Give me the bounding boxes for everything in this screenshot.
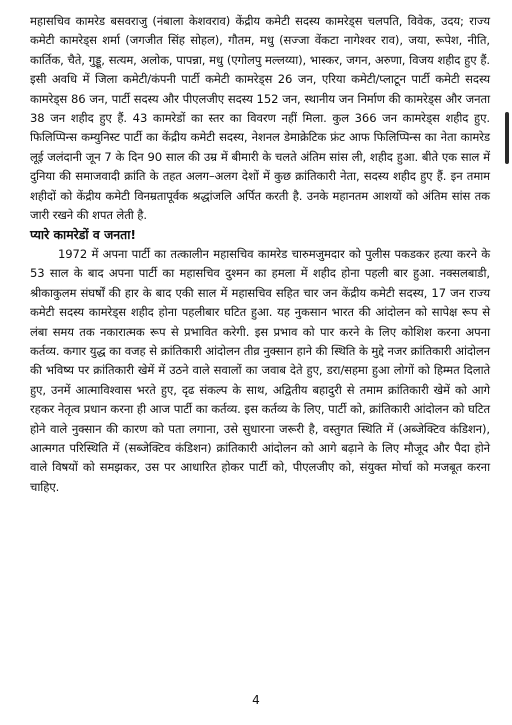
section-heading: प्यारे कामरेडों व जनता! bbox=[30, 227, 137, 243]
vertical-scrollbar[interactable] bbox=[505, 112, 509, 164]
page-number: 4 bbox=[252, 693, 260, 707]
paragraph-party-duty: 1972 में अपना पार्टी का तत्कालीन महासचिव कामरेड चारुमजुमदार को पुलीस पकडकर हत्या करने के 53 साल के बाद अपना पार्टी का महासचिव दुश्मन का हमला में शहीद होना पहली बार हुआ. नक्सलबाडी, श्रीकाकुलम संघर्षों की हार के बाद एकी साल में महासचिव सहित चार जन केंद्रीय कमेटी सदस्य, 17 जन राज्य कमेटी सदस्य कामरेड्स शहीद होना पहलीबार घटित हुआ. यह नुकसान भारत की आंदोलन को सापेक्ष रूप से लंबा समय तक नकारात्मक रूप से प्रभावित करेगी. इस प्रभाव को पार करने के लिए कोशिश करना अपना कर्तव्य. कगार युद्ध का वजह से क्रांतिकारी आंदोलन तीव्र नुक्सान हाने की स्थिति के मुद्दे नजर क्रांतिकारी आंदोलन की भविष्य पर क्रांतिकारी खेमें में उठने वाले सवालों का जवाब देते हुए, डरा/सहमा हुआ लोगों को हिम्मत दिलाते हुए, उनमें आत्माविश्वास भरते हुए, दृढ संकल्प के साथ, अद्वितीय बहादुरी से तमाम क्रांतिकारी खेमें को आगे रहकर नेतृत्व प्रधान करना ही आज पार्टी का कर्तव्य. इस कर्तव्य के लिए, पार्टी को, क्रांतिकारी आंदोलन को घटित होने वाले नुक्सान की कारण को पता लगाना, उसे सुधारना जरूरी है, वस्तुगत स्थिति में (अब्जेक्टिव कंडिशन), आत्मगत परिस्थिति में (सब्जेक्टिव कंडिशन) क्रांतिकारी आंदोलन को आगे बढ़ाने के लिए मौजूद और पैदा होने वाले विषयों को समझकर, उस पर आधारित होकर पार्टी को, पीएलजीए को, संयुक्त मोर्चा को मजबूत करना चाहिए. bbox=[30, 246, 490, 494]
paragraph-martyrs-list: महासचिव कामरेड बसवराजु (नंबाला केशवराव) केंद्रीय कमेटी सदस्य कामरेड्स चलपति, विवेक, उदय; राज्य कमेटी कामरेड्स शर्मा (जगजीत सिंह सोहल), गौतम, मधु (सज्जा वेंकटा नागेश्वर राव), जया, रूपेश, नीति, कार्तिक, चैते, गुड्डू, सत्यम, अलोक, पापन्ना, मधु (एगोलपु मल्लय्या), भास्कर, जगन, अरुणा, विजय शहीद हुए हैं. इसी अवधि में जिला कमेटी/कंपनी पार्टी कमेटी कामरेड्स 26 जन, एरिया कमेटी/प्लाटून पार्टी कमेटी सदस्य कामरेड्स 86 जन, पार्टी सदस्य और पीएलजीए सदस्य 152 जन, स्थानीय जन निर्माण की कामरेड्स और जनता 38 जन शहीद हुए हैं. 43 कामरेडों का स्तर का विवरण नहीं मिला. कुल 366 जन कामरेड्स शहीद हुए. फिलिप्पिन्स कम्युनिस्ट पार्टी का केंद्रीय कमेटी सदस्य, नेशनल डेमाक्रेटिक फ्रंट आफ फिलिप्पिन्स का नेता कामरेड लूई जलंदानी जून 7 के दिन 90 साल की उम्र में बीमारी के चलते अंतिम सांस ली, शहीद हुआ. बीते एक साल में दुनिया की समाजवादी क्रांति के तहत अलग–अलग देशों में कुछ क्रांतिकारी नेता, सदस्य शहीद हुए हैं. इन तमाम शहीदों को केंद्रीय कमेटी विनम्रतापूर्वक श्रद्धांजलि अर्पित करती है. उनके महानतम आशयों को अंतिम सांस तक जारी रखने की शपत लेती है. bbox=[30, 14, 490, 223]
document-page bbox=[30, 12, 490, 497]
